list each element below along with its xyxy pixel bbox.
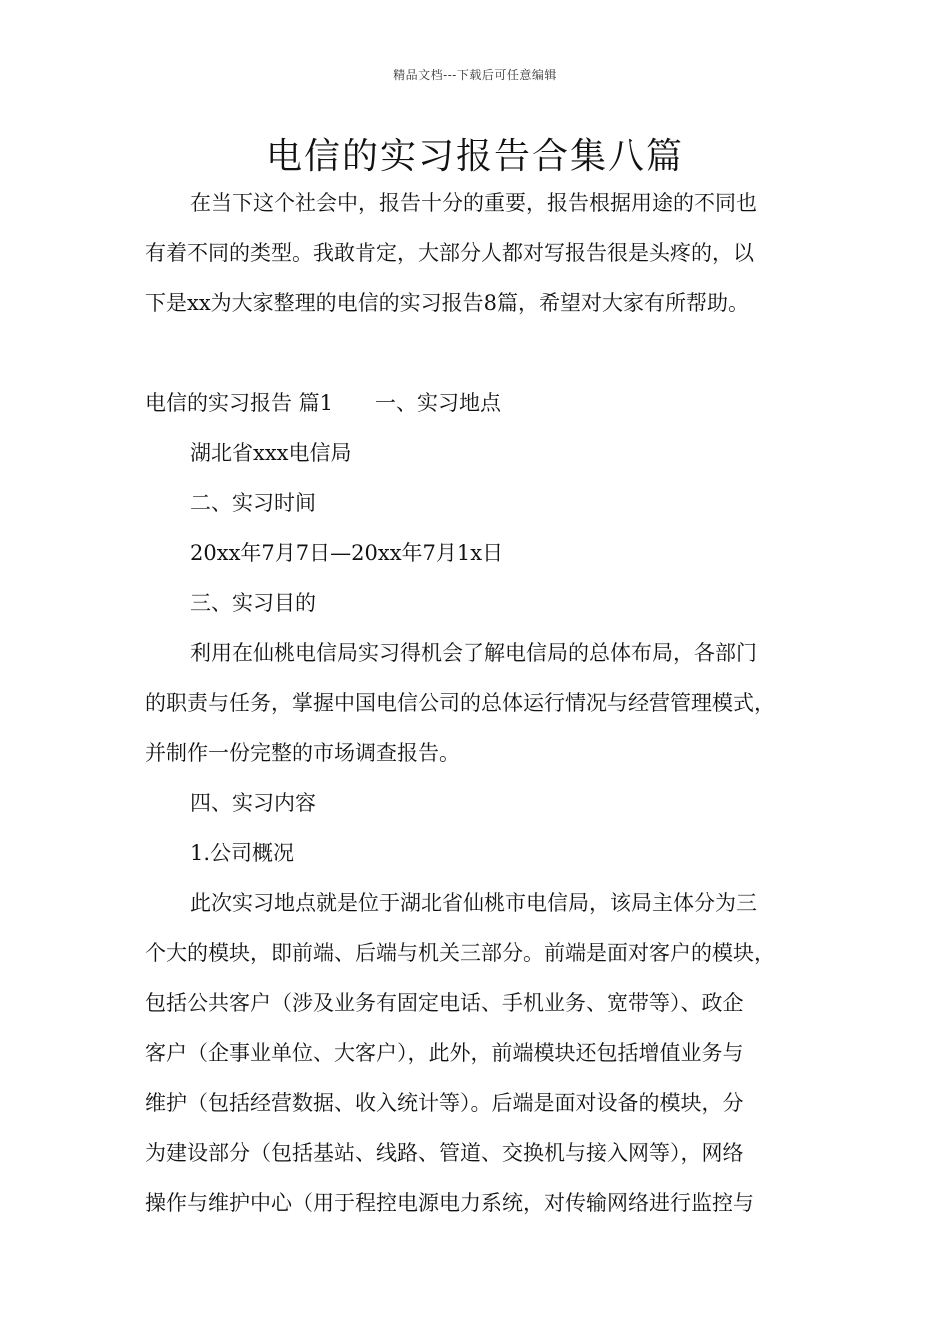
paragraph-gap — [145, 328, 817, 378]
body-line: 个大的模块，即前端、后端与机关三部分。前端是面对客户的模块， — [145, 941, 775, 965]
document-title: 电信的实习报告合集八篇 — [265, 136, 684, 177]
section-heading: 一、实习地点 — [375, 391, 502, 415]
page-header-watermark: 精品文档---下载后可任意编辑 — [393, 68, 557, 82]
body-line: 维护（包括经营数据、收入统计等）。后端是面对设备的模块，分 — [145, 1091, 744, 1115]
document-body — [145, 178, 817, 1228]
body-line: 为建设部分（包括基站、线路、管道、交换机与接入网等），网络 — [145, 1141, 744, 1165]
body-line: 包括公共客户（涉及业务有固定电话、手机业务、宽带等）、政企 — [145, 991, 744, 1015]
section-heading: 三、实习目的 — [190, 591, 316, 615]
article-label: 电信的实习报告 篇1 — [145, 391, 334, 415]
body-line: 20xx年7月7日—20xx年7月1x日 — [190, 541, 504, 565]
intro-line: 在当下这个社会中，报告十分的重要，报告根据用途的不同也 — [190, 191, 757, 215]
section-heading: 二、实习时间 — [190, 491, 316, 515]
body-line: 并制作一份完整的市场调查报告。 — [145, 741, 460, 765]
body-line: 湖北省xxx电信局 — [190, 441, 352, 465]
body-line: 此次实习地点就是位于湖北省仙桃市电信局，该局主体分为三 — [190, 891, 757, 915]
section-heading: 四、实习内容 — [190, 791, 316, 815]
body-line: 利用在仙桃电信局实习得机会了解电信局的总体布局，各部门 — [190, 641, 757, 665]
intro-line: 有着不同的类型。我敢肯定，大部分人都对写报告很是头疼的，以 — [145, 241, 754, 265]
article-heading — [145, 378, 817, 428]
body-line: 客户（企事业单位、大客户），此外，前端模块还包括增值业务与 — [145, 1041, 744, 1065]
subsection-heading: 1.公司概况 — [190, 841, 295, 865]
body-line: 操作与维护中心（用于程控电源电力系统，对传输网络进行监控与 — [145, 1191, 754, 1215]
intro-line: 下是xx为大家整理的电信的实习报告8篇，希望对大家有所帮助。 — [145, 291, 750, 315]
body-line: 的职责与任务，掌握中国电信公司的总体运行情况与经营管理模式， — [145, 691, 775, 715]
